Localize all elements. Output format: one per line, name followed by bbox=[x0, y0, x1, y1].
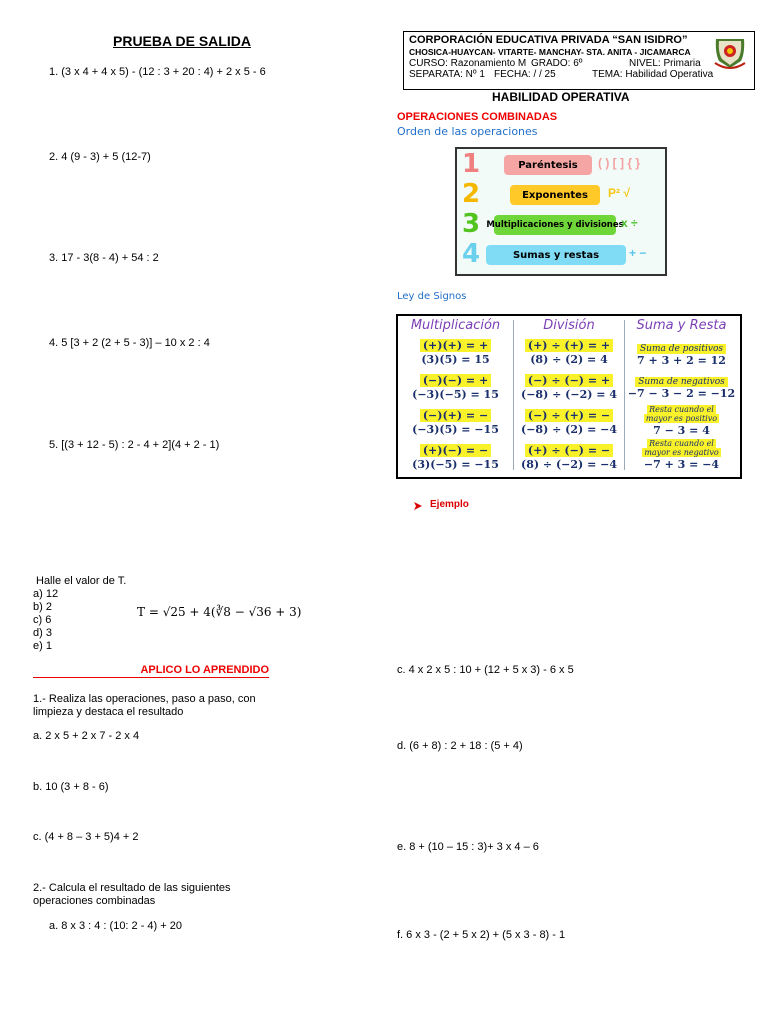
signos-table bbox=[396, 314, 742, 479]
exercise-d: d. (6 + 8) : 2 + 18 : (5 + 4) bbox=[397, 740, 523, 752]
sign-example: (−3)(5) = −15 bbox=[412, 423, 499, 436]
separata-label: SEPARATA: Nº 1 bbox=[409, 69, 485, 80]
sign-rule: Resta cuando el bbox=[649, 439, 714, 448]
aplico-heading: APLICO LO APRENDIDO bbox=[33, 664, 269, 678]
mult-head: Multiplicación bbox=[410, 318, 501, 333]
sign-example: (8) ÷ (2) = 4 bbox=[530, 353, 608, 366]
exercise-c: c. 4 x 2 x 5 : 10 + (12 + 5 x 3) - 6 x 5 bbox=[397, 664, 574, 676]
orden-row-2 bbox=[457, 179, 665, 209]
section-heading: OPERACIONES COMBINADAS bbox=[397, 111, 558, 123]
halle-question: Halle el valor de T. bbox=[36, 575, 127, 587]
exercise-f: f. 6 x 3 - (2 + 5 x 2) + (5 x 3 - 8) - 1 bbox=[397, 929, 566, 941]
suma-head: Suma y Resta bbox=[636, 318, 727, 333]
sign-rule: Resta cuando el bbox=[649, 405, 714, 414]
exercise-2: 2. 4 (9 - 3) + 5 (12-7) bbox=[49, 151, 151, 163]
sign-example: (−3)(−5) = 15 bbox=[412, 388, 499, 401]
sign-example: (−8) ÷ (−2) = 4 bbox=[521, 388, 617, 401]
parenthesis-icons: ( ) [ ] { } bbox=[598, 156, 640, 170]
orden-pill: Multiplicaciones y divisiones bbox=[494, 215, 616, 235]
orden-row-1 bbox=[457, 149, 665, 179]
sign-rule: (−)(−) = + bbox=[420, 374, 491, 387]
div-head: División bbox=[543, 318, 595, 333]
page-title: PRUEBA DE SALIDA bbox=[113, 33, 251, 49]
sign-rule: (+) ÷ (+) = + bbox=[525, 339, 613, 352]
sign-rule: mayor es negativo bbox=[644, 448, 719, 457]
school-locations: CHOSICA-HUAYCAN- VITARTE- MANCHAY- STA. ANITA - JICAMARCA bbox=[409, 47, 691, 57]
orden-num: 4 bbox=[462, 239, 481, 269]
orden-num: 2 bbox=[462, 179, 481, 209]
signos-title: Ley de Signos bbox=[397, 291, 467, 302]
q1-item-c: c. (4 + 8 – 3 + 5)4 + 2 bbox=[33, 831, 139, 843]
q2-line1: 2.- Calcula el resultado de las siguientes bbox=[33, 882, 231, 894]
orden-num: 3 bbox=[462, 209, 481, 239]
ejemplo-label: Ejemplo bbox=[430, 499, 469, 510]
school-seal-icon bbox=[713, 35, 747, 71]
arrow-bullet-icon bbox=[413, 501, 423, 511]
option-e: e) 1 bbox=[33, 640, 52, 652]
q1-item-b: b. 10 (3 + 8 - 6) bbox=[33, 781, 109, 793]
exercise-4: 4. 5 [3 + 2 (2 + 5 - 3)] – 10 x 2 : 4 bbox=[49, 337, 210, 349]
q2-item-a: a. 8 x 3 : 4 : (10: 2 - 4) + 20 bbox=[49, 920, 182, 932]
multiply-divide-icons: x ÷ bbox=[621, 216, 638, 230]
exercise-3: 3. 17 - 3(8 - 4) + 54 : 2 bbox=[49, 252, 159, 264]
mult-column bbox=[398, 316, 513, 477]
q1-line1: 1.- Realiza las operaciones, paso a paso, con bbox=[33, 693, 256, 705]
exponent-icons: P² √ bbox=[608, 186, 630, 200]
exercise-5: 5. [(3 + 12 - 5) : 2 - 4 + 2](4 + 2 - 1) bbox=[49, 439, 220, 451]
fecha-label: FECHA: / / 25 bbox=[494, 69, 556, 80]
option-b: b) 2 bbox=[33, 601, 52, 613]
suma-column bbox=[625, 316, 738, 477]
sign-rule: Suma de negativos bbox=[635, 377, 728, 387]
grado-label: GRADO: 6º bbox=[531, 58, 583, 69]
sign-rule: (+) ÷ (−) = − bbox=[525, 444, 613, 457]
plus-minus-icons: + − bbox=[629, 246, 647, 260]
sign-rule: (−) ÷ (+) = − bbox=[525, 409, 613, 422]
sign-example: 7 − 3 = 4 bbox=[653, 424, 710, 437]
t-formula: T = √25 + 4(∛8 − √36 + 3) bbox=[137, 605, 302, 619]
sign-example: (8) ÷ (−2) = −4 bbox=[521, 458, 617, 471]
sign-example: −7 − 3 − 2 = −12 bbox=[627, 387, 736, 400]
orden-num: 1 bbox=[462, 149, 481, 179]
q2-line2: operaciones combinadas bbox=[33, 895, 156, 907]
orden-panel bbox=[455, 147, 667, 276]
sign-rule: Suma de positivos bbox=[637, 344, 726, 354]
exercise-e: e. 8 + (10 – 15 : 3)+ 3 x 4 – 6 bbox=[397, 841, 539, 853]
sign-example: 7 + 3 + 2 = 12 bbox=[637, 354, 726, 367]
sign-rule: (−)(+) = − bbox=[420, 409, 491, 422]
tema-label: TEMA: Habilidad Operativa bbox=[592, 69, 714, 80]
orden-pill: Exponentes bbox=[510, 185, 600, 205]
exercise-1: 1. (3 x 4 + 4 x 5) - (12 : 3 + 20 : 4) + 2 x 5 - 6 bbox=[49, 66, 266, 78]
orden-pill: Sumas y restas bbox=[486, 245, 626, 265]
option-a: a) 12 bbox=[33, 588, 59, 600]
curso-label: CURSO: Razonamiento M bbox=[409, 58, 527, 69]
school-name: CORPORACIÓN EDUCATIVA PRIVADA “SAN ISIDRO” bbox=[409, 34, 688, 46]
option-c: c) 6 bbox=[33, 614, 52, 626]
q1-line2: limpieza y destaca el resultado bbox=[33, 706, 184, 718]
sign-rule: mayor es positivo bbox=[645, 414, 718, 423]
option-d: d) 3 bbox=[33, 627, 52, 639]
orden-pill: Paréntesis bbox=[504, 155, 592, 175]
div-column bbox=[514, 316, 624, 477]
habilidad-heading: HABILIDAD OPERATIVA bbox=[492, 90, 630, 104]
orden-title: Orden de las operaciones bbox=[397, 125, 538, 138]
q1-item-a: a. 2 x 5 + 2 x 7 - 2 x 4 bbox=[33, 730, 140, 742]
sign-example: (3)(−5) = −15 bbox=[412, 458, 499, 471]
sign-example: −7 + 3 = −4 bbox=[643, 458, 720, 471]
sign-rule: (+)(−) = − bbox=[420, 444, 491, 457]
nivel-label: NIVEL: Primaria bbox=[629, 58, 701, 69]
sign-example: (3)(5) = 15 bbox=[421, 353, 490, 366]
orden-row-3 bbox=[457, 209, 665, 239]
header-box bbox=[403, 31, 755, 90]
sign-rule: (−) ÷ (−) = + bbox=[525, 374, 613, 387]
sign-example: (−8) ÷ (2) = −4 bbox=[521, 423, 617, 436]
sign-rule: (+)(+) = + bbox=[420, 339, 491, 352]
orden-row-4 bbox=[457, 239, 665, 269]
